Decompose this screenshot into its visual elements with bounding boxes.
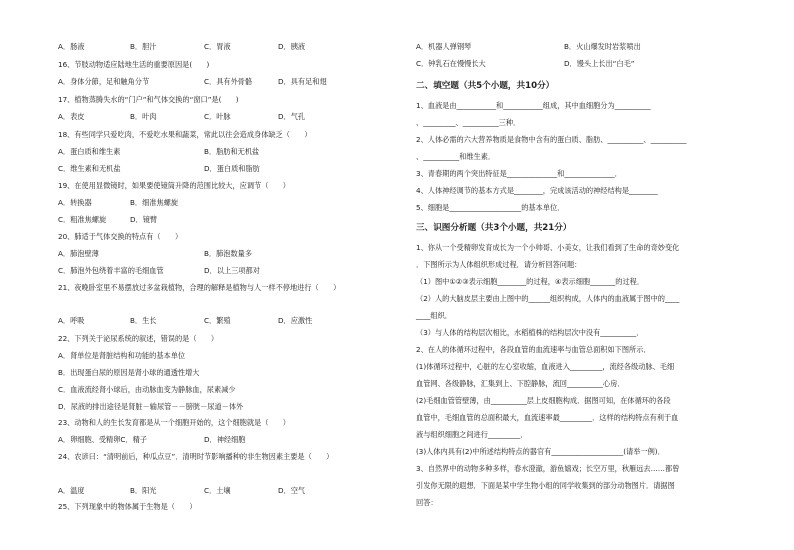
option-d: D．尿液的排出途径是肾脏－输尿管－－膀胱－尿道－体外 (58, 402, 244, 411)
analysis-line: 液与组织细胞之间进行_________． (416, 430, 528, 439)
analysis-line: (1)体循环过程中，心脏的左心室收缩，血液进入_________，流经各级动脉、毛细 (416, 362, 675, 371)
option-d: D．神经细胞 (204, 435, 246, 444)
option-c: C．具有外骨骼 (204, 77, 253, 86)
question-17: 17、植物蒸腾失水的“门户”和气体交换的“窗口”是( ) (58, 95, 239, 104)
option-c: C．血液流经肾小球后，由动脉血变为静脉血，尿素减少 (58, 385, 236, 394)
analysis-line: 血管网、各级静脉，汇集到上、下腔静脉，流回__________心房． (416, 379, 625, 388)
option-c: C．土壤 (204, 486, 231, 495)
question-22: 22、下列关于泌尿系统的叙述，错误的是（ ） (58, 334, 219, 343)
option-b: B．肺泡数量多 (204, 249, 253, 258)
question-25: 25、下列现象中的物体属于生物是（ ） (58, 502, 197, 511)
option-a: A．机器人弹钢琴 (416, 42, 472, 51)
fill-line: 5、细胞是____________________的基本单位． (416, 203, 565, 212)
fill-line: 、__________和维生素． (416, 152, 496, 161)
option-b: B．细准焦螺旋 (130, 198, 179, 207)
analysis-line: 引发你无限的遐想．下面是某中学生物小组的同学收集到的部分动物图片．请据图 (416, 481, 675, 490)
option-c: C．维生素和无机盐 (58, 164, 121, 173)
option-d: D．蛋白质和脂肪 (204, 164, 260, 173)
option-d: D．应激性 (278, 316, 313, 325)
analysis-line: （3）与人体的结构层次相比，水稻植株的结构层次中没有__________． (416, 328, 644, 337)
analysis-line: 血管中，毛细血管的总面积最大，血流速率最_________．这样的结构特点有利于血 (416, 413, 679, 422)
analysis-line: ．下图所示为人体组织形成过程．请分析回答问题： (416, 260, 582, 269)
question-19: 19、在使用显微镜时，如果要使镜筒升降的范围比较大，应调节（ ） (58, 181, 290, 190)
option-c: C．钟乳石在慢慢长大 (416, 59, 486, 68)
option-a: A．身体分節，足和触角分节 (58, 77, 150, 86)
question-23: 23、动物和人的生长发育都是从一个细胞开始的，这个细胞就是（ ） (58, 418, 290, 427)
analysis-line: （1）图中①②③表示细胞________的过程，④表示细胞_______的过程． (416, 277, 645, 286)
option-a: A．表皮 (58, 112, 85, 121)
option-b: B．阳光 (130, 486, 157, 495)
analysis-line: 1、你从一个受精卵发育成长为一个小帅哥、小美女，让我们看到了生命的奇妙变化 (416, 243, 680, 252)
question-21: 21、夜晚卧室里不易摆放过多盆栽植物，合理的解释是植物与人一样不停地进行（ ） (58, 283, 341, 292)
option-b: B．出现蛋白尿的原因是肾小球的通透性增大 (58, 368, 200, 377)
option-c: C．叶脉 (204, 112, 231, 121)
option-d: D．胰液 (278, 42, 306, 51)
option-b: B．胆汁 (130, 42, 157, 51)
option-d: D．气孔 (278, 112, 306, 121)
section-title-fill-in: 二、填空题（共5个小题，共10分） (416, 81, 555, 91)
section-title-diagram-analysis: 三、识图分析题（共3个小题，共21分） (416, 223, 572, 233)
fill-line: 2、人体必需的六大营养物质是食物中含有的蛋白质、脂肪、__________、__________ (416, 135, 687, 144)
question-20: 20、肺适于气体交换的特点有（ ） (58, 232, 183, 241)
fill-line: 1、血液是由___________和___________组成，其中血细胞分为__________ (416, 101, 651, 110)
option-a: A．转换器 (58, 198, 92, 207)
analysis-line: 回答： (416, 498, 438, 507)
fill-line: 、_________、__________三种． (416, 118, 521, 127)
analysis-line: (2)毛细血管管壁薄，由__________层上皮细胞构成．据图可知，在体循环的各段 (416, 396, 671, 405)
question-24: 24、农谚曰：“清明前后，种瓜点豆”．清明时节影响播种的非生物因素主要是（ ） (58, 452, 334, 461)
option-b: B．火山爆发时岩浆喷出 (564, 42, 641, 51)
question-18: 18、有些同学只爱吃肉，不爱吃水果和蔬菜，常此以往会造成身体缺乏（ ） (58, 130, 312, 139)
fill-line: 4、人体神经调节的基本方式是________，完成该活动的神经结构是________ (416, 186, 658, 195)
analysis-line: ____组织． (416, 311, 452, 320)
option-a: A．肠液 (58, 42, 85, 51)
option-c: C．胃液 (204, 42, 231, 51)
analysis-line: （2）人的大脑皮层主要由上图中的______组织构成，人体内的血液属于图中的____ (416, 294, 680, 303)
option-c: C．粗准焦螺旋 (58, 215, 107, 224)
option-a: A．肾单位是肾脏结构和功能的基本单位 (58, 351, 186, 360)
option-a: A．温度 (58, 486, 85, 495)
option-d: D．具有足和翅 (278, 77, 327, 86)
option-a: A．呼吸 (58, 316, 85, 325)
option-d: D．空气 (278, 486, 306, 495)
option-d: D．馒头上长出“白毛” (564, 59, 635, 68)
option-b: B．生长 (130, 316, 157, 325)
analysis-line: 3、自然界中的动物多种多样，春水澄澈，游鱼嬉戏；长空万里，秋雁远去……都曾 (416, 464, 680, 473)
question-16: 16、节肢动物适应陆地生活的重要原因是( ) (58, 60, 210, 69)
option-a: A．肺泡壁薄 (58, 249, 99, 258)
option-c: C．繁殖 (204, 316, 231, 325)
option-d: D．镜臂 (130, 215, 158, 224)
option-d: D．以上三项都对 (204, 266, 260, 275)
analysis-line: 2、在人的体循环过程中，各段血管的血流速率与血管总面积如下图所示． (416, 345, 651, 354)
analysis-line: (3)人体内具有(2)中所述结构特点的器官有____________________(请举一例)． (416, 447, 665, 456)
option-abc: A．卵细胞、受精卵C．精子 (58, 435, 147, 444)
fill-line: 3、青春期的两个突出特征是______________和______________． (416, 169, 622, 178)
option-b: B．叶肉 (130, 112, 157, 121)
option-c: C．肺泡外包绕着丰富的毛细血管 (58, 266, 164, 275)
option-a: A．蛋白质和维生素 (58, 147, 121, 156)
option-b: B．脂肪和无机盐 (204, 147, 260, 156)
